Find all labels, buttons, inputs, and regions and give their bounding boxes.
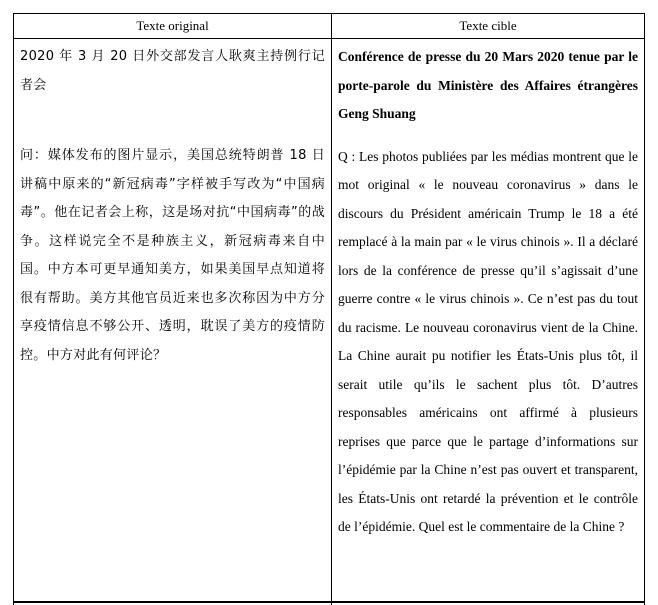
target-text-cell [332,39,644,605]
table-bottom-rule [13,601,645,603]
source-title: 2020 年 3 月 20 日外交部发言人耿爽主持例行记者会 [20,49,325,93]
source-column-header: Texte original [14,14,332,38]
target-column-header: Texte cible [459,18,517,33]
paragraph-spacer [338,129,638,143]
translation-table [13,13,645,605]
target-question: Q : Les photos publiées par les médias montrent que le mot original « le nouveau coronavirus » dans le discours du Président américain Trump le 18 a été remplacé à la main par « le virus chinois ». Il a déclaré lors de la conférence de presse qu’il s’agissait d’une guerre contre « le virus chinois ». Ce n’est pas du tout du racisme. Le nouveau coronavirus vient de la Chine. La Chine aurait pu notifier les États-Unis plus tôt, il serait utile qu’ils le sachent plus tôt. D’autres responsables américains ont affirmé à plusieurs reprises que parce que le partage d’informations sur l’épidémie par la Chine n’est pas ouvert et transparent, les États-Unis ont retardé la prévention et le contrôle de l’épidémie. Quel est le commentaire de la Chine ? [338,148,638,534]
target-title: Conférence de presse du 20 Mars 2020 tenue par le porte-parole du Ministère des Affaires étrangères Geng Shuang [338,49,638,121]
source-question: 问：媒体发布的图片显示，美国总统特朗普 18 日讲稿中原来的“新冠病毒”字样被手写改为“中国病毒”。他在记者会上称，这是场对抗“中国病毒”的战争。这样说完全不是种族主义，新冠病毒来自中国。中方本可更早通知美方，如果美国早点知道将很有帮助。美方其他官员近来也多次称因为中方分享疫情信息不够公开、透明，耽误了美方的疫情防控。中方对此有何评论？ [20,148,325,363]
paragraph-spacer [20,100,325,142]
source-text-cell [14,39,332,605]
table-header-row [14,14,644,39]
table-body-row [14,39,644,605]
